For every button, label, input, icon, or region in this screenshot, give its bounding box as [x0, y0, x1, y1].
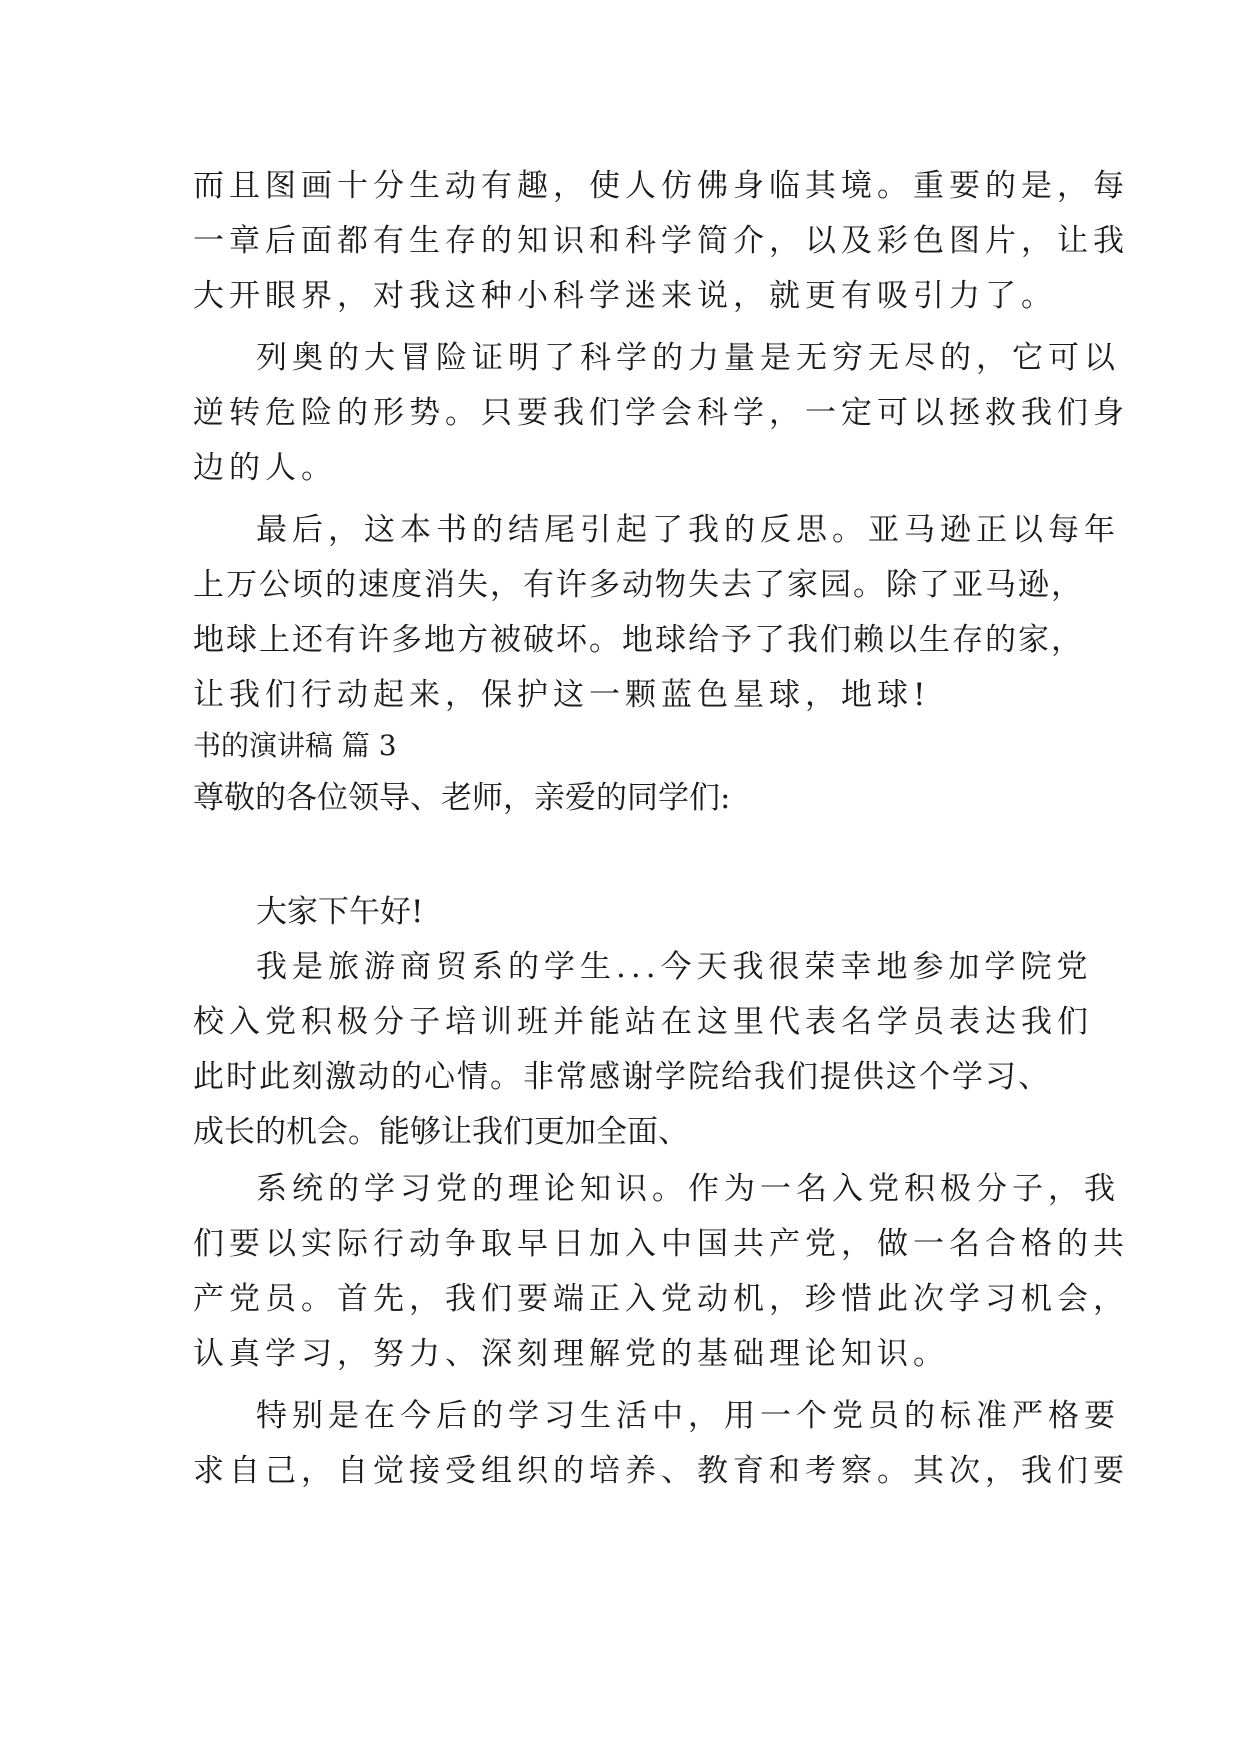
text-line: 认真学习，努力、深刻理解党的基础理论知识。	[193, 1336, 949, 1372]
text-line: 产党员。首先，我们要端正入党动机，珍惜此次学习机会，	[193, 1281, 1129, 1317]
text-line: 让我们行动起来，保护这一颗蓝色星球，地球!	[193, 677, 931, 713]
paragraph-start-line: 我是旅游商贸系的学生...今天我很荣幸地参加学院党	[256, 949, 1093, 985]
paragraph-start-line: 特别是在今后的学习生活中，用一个党员的标准严格要	[256, 1398, 1120, 1434]
text-line: 此时此刻激动的心情。非常感谢学院给我们提供这个学习、	[193, 1059, 1051, 1095]
text-line: 而且图画十分生动有趣，使人仿佛身临其境。重要的是，每	[193, 168, 1129, 204]
paragraph-start-line: 系统的学习党的理论知识。作为一名入党积极分子，我	[256, 1171, 1120, 1207]
paragraph-start-line: 列奥的大冒险证明了科学的力量是无穷无尽的，它可以	[256, 340, 1120, 376]
paragraph-start-line: 最后，这本书的结尾引起了我的反思。亚马逊正以每年	[256, 512, 1120, 548]
text-line: 上万公顷的速度消失，有许多动物失去了家园。除了亚马逊，	[193, 567, 1084, 603]
text-line: 地球上还有许多地方被破坏。地球给予了我们赖以生存的家，	[193, 622, 1084, 658]
text-line: 逆转危险的形势。只要我们学会科学，一定可以拯救我们身	[193, 395, 1129, 431]
salutation-line: 尊敬的各位领导、老师，亲爱的同学们:	[193, 780, 731, 816]
text-line: 求自己，自觉接受组织的培养、教育和考察。其次，我们要	[193, 1453, 1129, 1489]
text-line: 边的人。	[193, 450, 337, 486]
text-line: 校入党积极分子培训班并能站在这里代表名学员表达我们	[193, 1004, 1093, 1040]
section-heading: 书的演讲稿 篇 3	[193, 729, 397, 762]
text-line: 大开眼界，对我这种小科学迷来说，就更有吸引力了。	[193, 278, 1057, 314]
text-line: 一章后面都有生存的知识和科学简介，以及彩色图片，让我	[193, 223, 1129, 259]
text-line: 们要以实际行动争取早日加入中国共产党，做一名合格的共	[193, 1226, 1129, 1262]
text-line: 成长的机会。能够让我们更加全面、	[193, 1114, 689, 1150]
greeting-line: 大家下午好!	[256, 894, 424, 930]
